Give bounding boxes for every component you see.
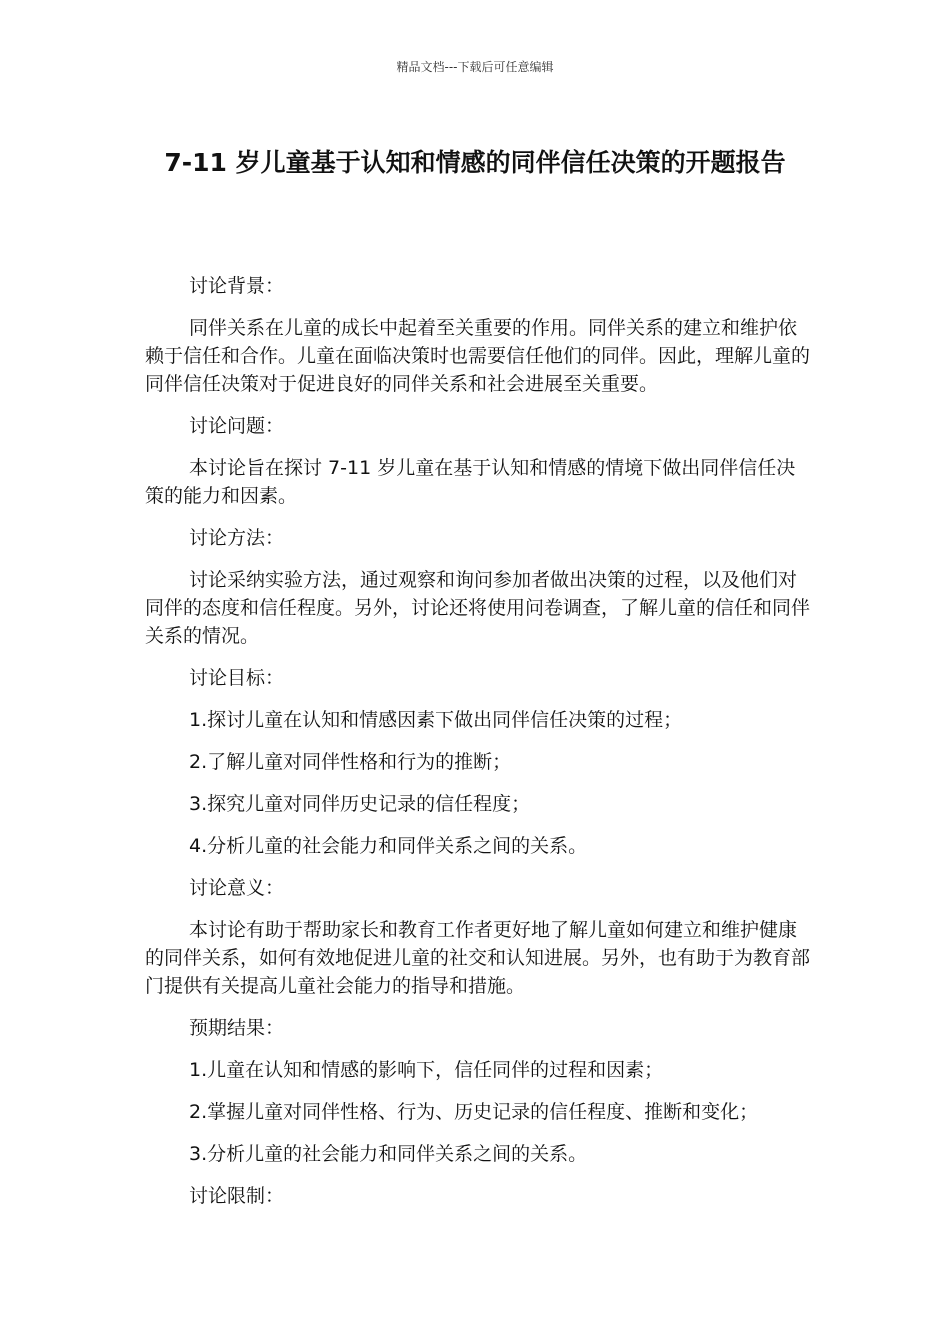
paragraph-method: 讨论采纳实验方法，通过观察和询问参加者做出决策的过程，以及他们对同伴的态度和信任程度。另外，讨论还将使用问卷调查，了解儿童的信任和同伴关系的情况。 — [145, 569, 811, 647]
section-heading-significance: 讨论意义： — [189, 877, 285, 899]
section-heading-expected-results: 预期结果： — [189, 1017, 285, 1039]
paragraph-background: 同伴关系在儿童的成长中起着至关重要的作用。同伴关系的建立和维护依赖于信任和合作。儿童在面临决策时也需要信任他们的同伴。因此，理解儿童的同伴信任决策对于促进良好的同伴关系和社会进展至关重要。 — [145, 317, 811, 395]
result-item: 2.掌握儿童对同伴性格、行为、历史记录的信任程度、推断和变化； — [189, 1101, 759, 1123]
goal-item: 4.分析儿童的社会能力和同伴关系之间的关系。 — [189, 835, 588, 857]
goal-item: 1.探讨儿童在认知和情感因素下做出同伴信任决策的过程； — [189, 709, 683, 731]
result-item: 3.分析儿童的社会能力和同伴关系之间的关系。 — [189, 1143, 588, 1165]
paragraph-significance: 本讨论有助于帮助家长和教育工作者更好地了解儿童如何建立和维护健康的同伴关系，如何有效地促进儿童的社交和认知进展。另外，也有助于为教育部门提供有关提高儿童社会能力的指导和措施。 — [145, 919, 811, 997]
goal-item: 2.了解儿童对同伴性格和行为的推断； — [189, 751, 512, 773]
document-body — [145, 272, 810, 1224]
document-title: 7-11 岁儿童基于认知和情感的同伴信任决策的开题报告 — [164, 148, 786, 177]
paragraph-question: 本讨论旨在探讨 7-11 岁儿童在基于认知和情感的情境下做出同伴信任决策的能力和因素。 — [145, 457, 796, 507]
section-heading-goals: 讨论目标： — [189, 667, 285, 689]
section-heading-question: 讨论问题： — [189, 415, 285, 437]
header-note: 精品文档---下载后可任意编辑 — [396, 60, 554, 74]
goal-item: 3.探究儿童对同伴历史记录的信任程度； — [189, 793, 531, 815]
section-heading-background: 讨论背景： — [189, 275, 285, 297]
section-heading-method: 讨论方法： — [189, 527, 285, 549]
result-item: 1.儿童在认知和情感的影响下，信任同伴的过程和因素； — [189, 1059, 664, 1081]
section-heading-limitations: 讨论限制： — [189, 1185, 285, 1207]
